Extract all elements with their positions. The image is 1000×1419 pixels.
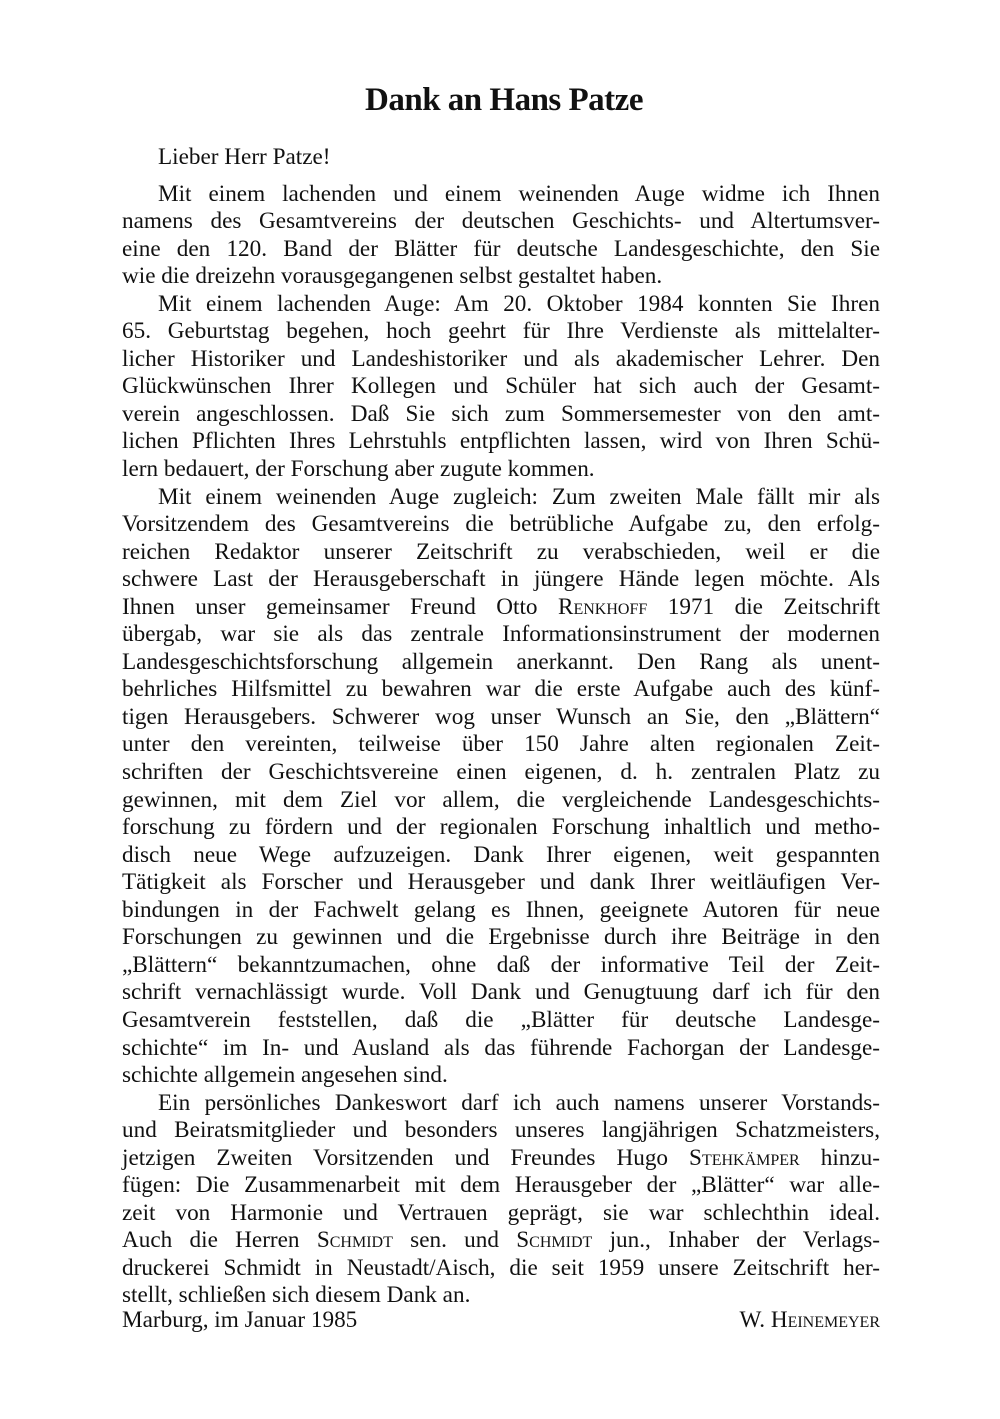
text-segment: „Blättern“ bekanntzumachen, ohne daß der informative Teil der Zeit- [122,951,880,978]
name-small-caps: Schmidt [316,1227,393,1254]
text-segment: wie die dreizehn vorausgegangenen selbst gestaltet haben. [122,263,663,290]
text-line [122,318,880,346]
text-line [122,1227,880,1255]
text-segment: gewinnen, mit dem Ziel vor allem, die vergleichende Landesgeschichts- [122,786,880,813]
text-line [122,208,880,236]
text-segment: Vorsitzendem des Gesamtvereins die betrübliche Aufgabe zu, den erfolg- [122,511,880,538]
text-line [122,1090,880,1118]
text-segment: lichen Pflichten Ihres Lehrstuhls entpflichten lassen, wird von Ihren Schü- [122,428,880,455]
text-line [122,1007,880,1035]
text-segment: forschung zu fördern und der regionalen Forschung inhaltlich und metho- [122,814,880,841]
text-line [122,979,880,1007]
text-segment: Auch die Herren [122,1227,317,1254]
salutation: Lieber Herr Patze! [158,144,331,170]
text-segment: licher Historiker und Landeshistoriker und als akademischer Lehrer. Den [122,345,880,372]
text-segment: behrliches Hilfsmittel zu bewahren war die erste Aufgabe auch des künf- [122,676,880,703]
page-title: Dank an Hans Patze [365,82,643,118]
text-line [122,291,880,319]
text-segment: Landesgeschichtsforschung allgemein anerkannt. Den Rang als unent- [122,648,880,675]
text-segment: 1971 die Zeitschrift [647,593,881,620]
text-segment: und Beiratsmitglieder und besonders unseres langjährigen Schatzmeisters, [122,1117,880,1144]
text-line [122,924,880,952]
text-line [122,1172,880,1200]
text-segment: übergab, war sie als das zentrale Informationsinstrument der modernen [122,621,880,648]
text-line [122,842,880,870]
paragraph [122,484,880,1090]
text-segment: Forschungen zu gewinnen und die Ergebnisse durch ihre Beiträge in den [122,924,880,951]
text-line [122,236,880,264]
text-segment: Mit einem lachenden Auge: Am 20. Oktober 1984 konnten Sie Ihren [158,290,880,317]
text-segment: schrift vernachlässigt wurde. Voll Dank und Genugtuung darf ich für den [122,979,880,1006]
name-small-caps: Renkhoff [558,593,648,620]
text-line [122,897,880,925]
text-line [122,1255,880,1283]
text-segment: schriften der Geschichtsvereine einen eigenen, d. h. zentralen Platz zu [122,759,880,786]
text-line [122,373,880,401]
text-segment: Mit einem weinenden Auge zugleich: Zum zweiten Male fällt mir als [158,483,880,510]
text-line [122,814,880,842]
text-segment: schichte allgemein angesehen sind. [122,1062,448,1089]
text-segment: namens des Gesamtvereins der deutschen Geschichts- und Altertumsver- [122,208,880,235]
text-segment: zeit von Harmonie und Vertrauen geprägt, sie war schlechthin ideal. [122,1199,880,1226]
text-line [122,787,880,815]
text-segment: 65. Geburtstag begehen, hoch geehrt für Ihre Verdienste als mittelalter- [122,318,880,345]
text-segment: sen. und [392,1227,517,1254]
text-segment: lern bedauert, der Forschung aber zugute kommen. [122,456,595,483]
text-segment: disch neue Wege aufzuzeigen. Dank Ihrer eigenen, weit gespannten [122,841,880,868]
text-line [122,1200,880,1228]
text-segment: unter den vereinten, teilweise über 150 Jahre alten regionalen Zeit- [122,731,880,758]
text-segment: bindungen in der Fachwelt gelang es Ihnen, geeignete Autoren für neue [122,896,880,923]
text-segment: hinzu- [799,1144,880,1171]
text-line [122,731,880,759]
text-segment: verein angeschlossen. Daß Sie sich zum Sommersemester von den amt- [122,400,880,427]
text-segment: schichte“ im In- und Ausland als das führende Fachorgan der Landesge- [122,1034,880,1061]
text-line [122,263,880,291]
text-line [122,952,880,980]
text-segment: jun., Inhaber der Verlags- [592,1227,880,1254]
text-segment: Gesamtverein feststellen, daß die „Blätter für deutsche Landesge- [122,1006,880,1033]
text-line [122,1062,880,1090]
text-line [122,759,880,787]
text-line [122,869,880,897]
name-small-caps: Stehkämper [689,1144,800,1171]
paragraph [122,181,880,291]
text-segment: druckerei Schmidt in Neustadt/Aisch, die seit 1959 unsere Zeitschrift her- [122,1254,880,1281]
text-line [122,539,880,567]
letter-body [122,144,880,1310]
text-line [122,621,880,649]
text-line [122,346,880,374]
text-line [122,401,880,429]
text-segment: Mit einem lachenden und einem weinenden Auge widme ich Ihnen [158,180,880,207]
text-line [122,484,880,512]
paragraph [122,291,880,484]
text-line [122,456,880,484]
text-line [122,676,880,704]
text-segment: reichen Redaktor unserer Zeitschrift zu verabschieden, weil er die [122,538,880,565]
place-and-date: Marburg, im Januar 1985 [122,1307,358,1333]
author-signature: W. Heinemeyer [739,1307,880,1333]
text-segment: schwere Last der Herausgeberschaft in jüngere Hände legen möchte. Als [122,566,880,593]
text-line [122,566,880,594]
text-line [122,1117,880,1145]
text-segment: Ihnen unser gemeinsamer Freund Otto [122,593,558,620]
text-segment: stellt, schließen sich diesem Dank an. [122,1282,471,1309]
text-line [122,511,880,539]
text-segment: Glückwünschen Ihrer Kollegen und Schüler hat sich auch der Gesamt- [122,373,880,400]
text-line [122,181,880,209]
text-segment: tigen Herausgebers. Schwerer wog unser Wunsch an Sie, den „Blättern“ [122,703,880,730]
text-segment: jetzigen Zweiten Vorsitzenden und Freundes Hugo [122,1144,690,1171]
name-small-caps: Schmidt [516,1227,593,1254]
text-segment: Ein persönliches Dankeswort darf ich auch namens unserer Vorstands- [158,1089,880,1116]
text-segment: eine den 120. Band der Blätter für deutsche Landesgeschichte, den Sie [122,235,880,262]
text-segment: Tätigkeit als Forscher und Herausgeber und dank Ihrer weitläufigen Ver- [122,869,880,896]
text-line [122,649,880,677]
text-segment: fügen: Die Zusammenarbeit mit dem Herausgeber der „Blätter“ war alle- [122,1172,880,1199]
text-line [122,1145,880,1173]
text-line [122,428,880,456]
text-line [122,704,880,732]
paragraph [122,1090,880,1310]
text-line [122,594,880,622]
text-line [122,1035,880,1063]
